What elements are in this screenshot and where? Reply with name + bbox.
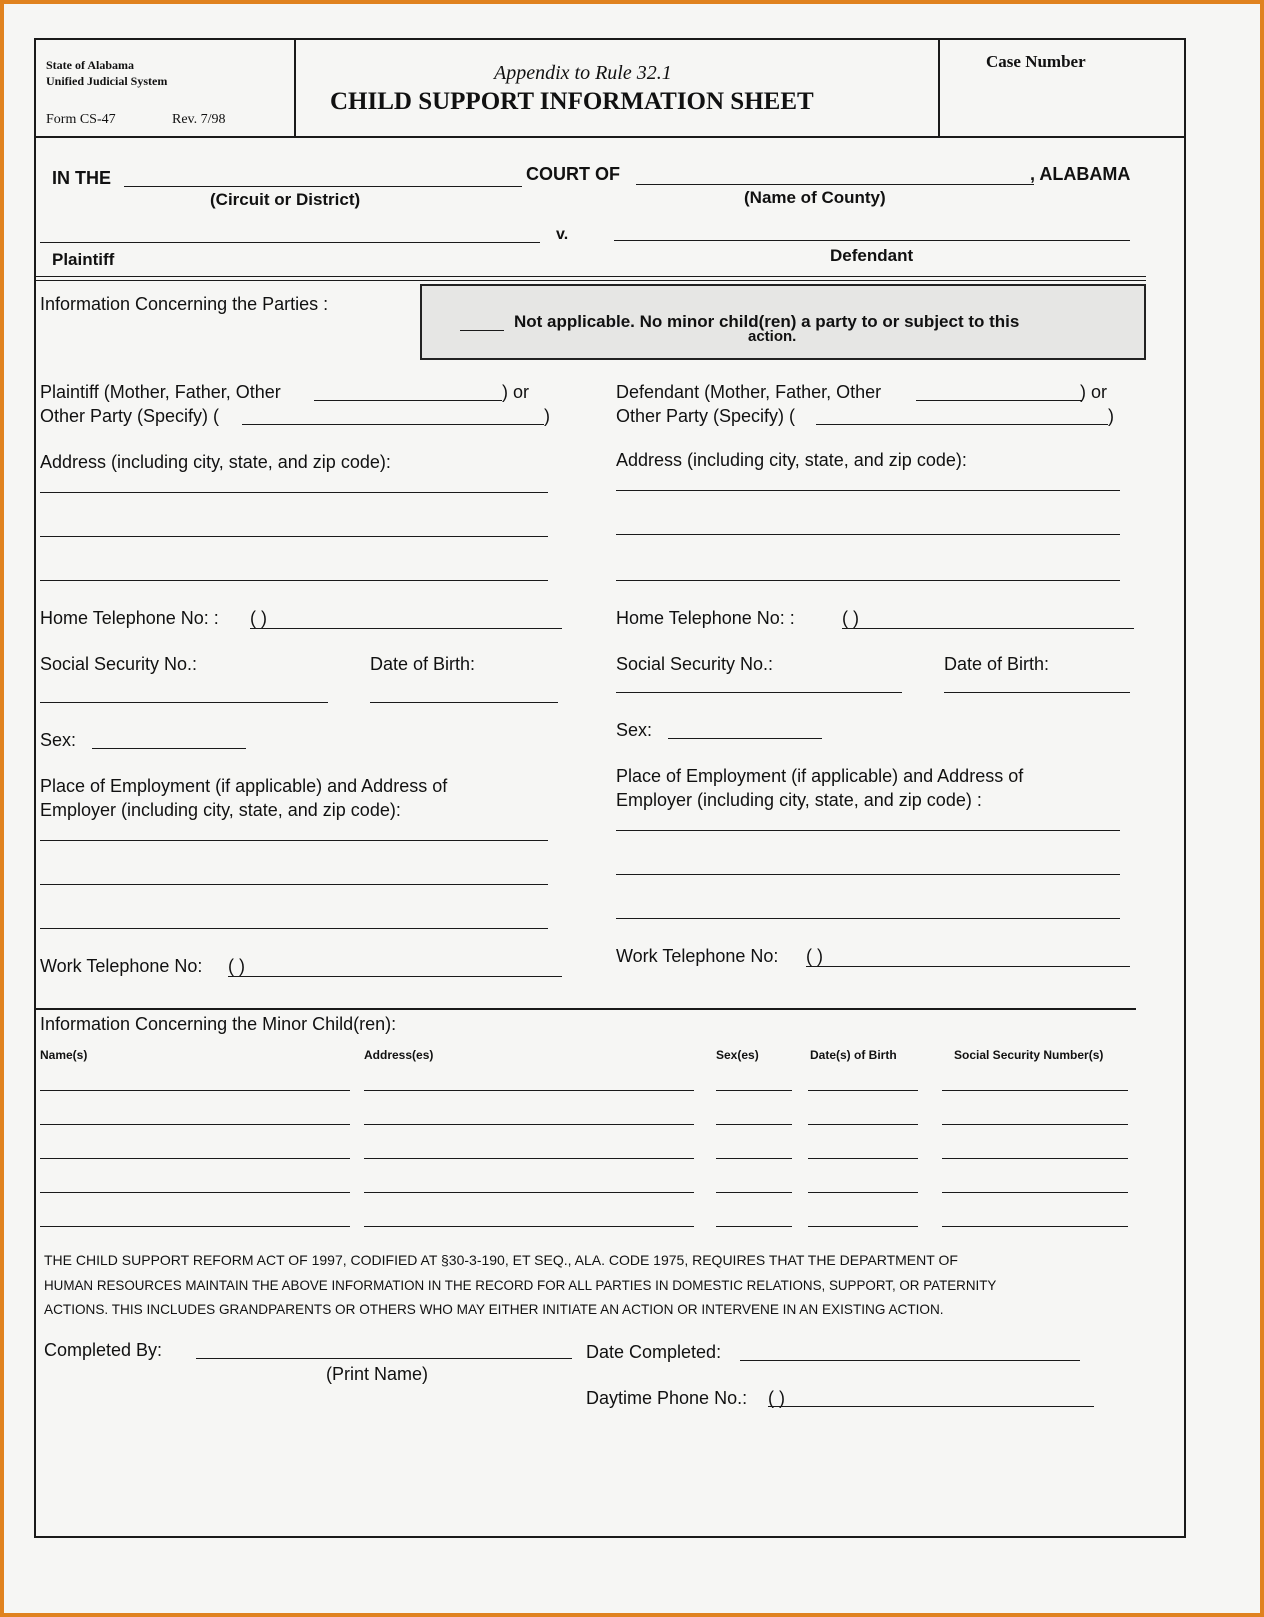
plaintiff-home-phone-label: Home Telephone No: : xyxy=(40,608,219,628)
plaintiff-home-phone-paren: ( ) xyxy=(250,608,267,628)
child-dob-field[interactable] xyxy=(808,1158,918,1159)
completed-by-field[interactable] xyxy=(196,1358,572,1359)
defendant-other-party-close: ) xyxy=(1108,406,1114,426)
child-address-field[interactable] xyxy=(364,1192,694,1193)
notice-line-1: THE CHILD SUPPORT REFORM ACT OF 1997, CODIFIED AT §30-3-190, ET SEQ., ALA. CODE 1975, REQUIRES THAT THE DEPARTMENT OF xyxy=(44,1252,958,1268)
form-number: Form CS-47 xyxy=(46,112,116,127)
child-sex-field[interactable] xyxy=(716,1124,792,1125)
daytime-phone-paren: ( ) xyxy=(768,1388,785,1408)
defendant-employment-label-2: Employer (including city, state, and zip code) : xyxy=(616,790,982,810)
child-sex-field[interactable] xyxy=(716,1192,792,1193)
state-label: State of Alabama xyxy=(46,58,134,72)
plaintiff-label: Plaintiff xyxy=(52,250,115,269)
child-name-field[interactable] xyxy=(40,1158,350,1159)
plaintiff-employer-line-2[interactable] xyxy=(40,884,548,885)
child-name-field[interactable] xyxy=(40,1090,350,1091)
child-ssn-field[interactable] xyxy=(942,1090,1128,1091)
defendant-ssn-label: Social Security No.: xyxy=(616,654,774,674)
date-completed-field[interactable] xyxy=(740,1360,1080,1361)
defendant-employer-line-3[interactable] xyxy=(616,918,1120,919)
print-name-label: (Print Name) xyxy=(326,1364,429,1384)
form-frame xyxy=(34,38,1186,1538)
daytime-phone-label: Daytime Phone No.: xyxy=(586,1388,748,1408)
plaintiff-address-label: Address (including city, state, and zip code): xyxy=(40,452,391,472)
defendant-ssn-field[interactable] xyxy=(616,692,902,693)
plaintiff-role-or: ) or xyxy=(502,382,529,402)
form-revision: Rev. 7/98 xyxy=(172,112,226,127)
defendant-employment-label: Place of Employment (if applicable) and Address of xyxy=(616,766,1024,786)
child-dob-field[interactable] xyxy=(808,1192,918,1193)
county-field[interactable] xyxy=(636,184,1034,185)
child-address-field[interactable] xyxy=(364,1226,694,1227)
child-name-field[interactable] xyxy=(40,1226,350,1227)
court-rule-1 xyxy=(36,276,1146,277)
plaintiff-employer-line-1[interactable] xyxy=(40,840,548,841)
child-sex-field[interactable] xyxy=(716,1090,792,1091)
defendant-work-phone-label: Work Telephone No: xyxy=(616,946,779,966)
defendant-home-phone-field[interactable] xyxy=(842,628,1134,629)
notice-line-2: HUMAN RESOURCES MAINTAIN THE ABOVE INFORMATION IN THE RECORD FOR ALL PARTIES IN DOMESTIC RELATIONS, SUPPORT, OR PATERNITY xyxy=(44,1278,997,1293)
court-of-label: COURT OF xyxy=(526,164,620,184)
page xyxy=(4,4,1260,1613)
defendant-name-field[interactable] xyxy=(614,240,1130,241)
plaintiff-address-line-3[interactable] xyxy=(40,580,548,581)
header-divider-right xyxy=(938,40,940,136)
plaintiff-name-field[interactable] xyxy=(40,242,540,243)
child-sex-field[interactable] xyxy=(716,1158,792,1159)
court-type-field[interactable] xyxy=(124,186,522,187)
child-address-field[interactable] xyxy=(364,1124,694,1125)
defendant-dob-field[interactable] xyxy=(944,692,1130,693)
defendant-dob-label: Date of Birth: xyxy=(944,654,1050,674)
defendant-work-phone-field[interactable] xyxy=(806,966,1130,967)
defendant-sex-field[interactable] xyxy=(668,738,822,739)
notice-line-3: ACTIONS. THIS INCLUDES GRANDPARENTS OR OTHERS WHO MAY EITHER INITIATE AN ACTION OR INTERVENE IN AN EXISTING ACTION. xyxy=(44,1302,944,1317)
child-dob-field[interactable] xyxy=(808,1124,918,1125)
plaintiff-employer-line-3[interactable] xyxy=(40,928,548,929)
child-address-field[interactable] xyxy=(364,1090,694,1091)
header-bottom-rule xyxy=(36,136,1186,138)
plaintiff-other-party-label: Other Party (Specify) ( xyxy=(40,406,220,426)
col-ssns: Social Security Number(s) xyxy=(954,1048,1104,1062)
plaintiff-work-phone-field[interactable] xyxy=(228,976,562,977)
plaintiff-dob-label: Date of Birth: xyxy=(370,654,476,674)
header-divider-left xyxy=(294,40,296,136)
plaintiff-employment-label: Place of Employment (if applicable) and Address of xyxy=(40,776,448,796)
appendix-label: Appendix to Rule 32.1 xyxy=(494,62,672,84)
child-ssn-field[interactable] xyxy=(942,1124,1128,1125)
defendant-address-line-2[interactable] xyxy=(616,534,1120,535)
child-name-field[interactable] xyxy=(40,1124,350,1125)
defendant-address-line-1[interactable] xyxy=(616,490,1120,491)
defendant-role-field[interactable] xyxy=(916,400,1082,401)
plaintiff-address-line-2[interactable] xyxy=(40,536,548,537)
defendant-other-party-field[interactable] xyxy=(816,424,1108,425)
plaintiff-employment-label-2: Employer (including city, state, and zip code): xyxy=(40,800,401,820)
plaintiff-home-phone-field[interactable] xyxy=(250,628,562,629)
defendant-home-phone-label: Home Telephone No: : xyxy=(616,608,795,628)
defendant-address-label: Address (including city, state, and zip code): xyxy=(616,450,967,470)
col-names: Name(s) xyxy=(40,1048,88,1062)
not-applicable-text-2: action. xyxy=(748,328,797,345)
child-dob-field[interactable] xyxy=(808,1226,918,1227)
defendant-sex-label: Sex: xyxy=(616,720,653,740)
plaintiff-dob-field[interactable] xyxy=(370,702,558,703)
plaintiff-work-phone-paren: ( ) xyxy=(228,956,245,976)
child-ssn-field[interactable] xyxy=(942,1192,1128,1193)
defendant-work-phone-paren: ( ) xyxy=(806,946,823,966)
defendant-other-party-label: Other Party (Specify) ( xyxy=(616,406,796,426)
children-heading: Information Concerning the Minor Child(ren): xyxy=(40,1014,397,1034)
not-applicable-checkbox-line[interactable] xyxy=(460,330,504,331)
plaintiff-sex-label: Sex: xyxy=(40,730,77,750)
completed-by-label: Completed By: xyxy=(44,1340,163,1360)
defendant-role-label: Defendant (Mother, Father, Other xyxy=(616,382,882,402)
col-addresses: Address(es) xyxy=(364,1048,434,1062)
versus-label: v. xyxy=(556,226,569,243)
defendant-home-phone-paren: ( ) xyxy=(842,608,859,628)
plaintiff-role-field[interactable] xyxy=(314,400,502,401)
plaintiff-address-line-1[interactable] xyxy=(40,492,548,493)
system-label: Unified Judicial System xyxy=(46,74,168,88)
circuit-district-label: (Circuit or District) xyxy=(210,190,361,209)
in-the-label: IN THE xyxy=(52,168,112,188)
child-sex-field[interactable] xyxy=(716,1226,792,1227)
parties-heading: Information Concerning the Parties : xyxy=(40,294,329,314)
col-sexes: Sex(es) xyxy=(716,1048,759,1062)
county-name-label: (Name of County) xyxy=(744,188,886,207)
not-applicable-text: Not applicable. No minor child(ren) a party to or subject to this xyxy=(514,312,1020,331)
plaintiff-other-party-close: ) xyxy=(544,406,550,426)
defendant-employer-line-1[interactable] xyxy=(616,830,1120,831)
daytime-phone-field[interactable] xyxy=(768,1406,1094,1407)
children-rule xyxy=(36,1008,1136,1010)
form-title: CHILD SUPPORT INFORMATION SHEET xyxy=(330,88,814,115)
plaintiff-sex-field[interactable] xyxy=(92,748,246,749)
defendant-employer-line-2[interactable] xyxy=(616,874,1120,875)
plaintiff-ssn-label: Social Security No.: xyxy=(40,654,198,674)
date-completed-label: Date Completed: xyxy=(586,1342,722,1362)
col-dobs: Date(s) of Birth xyxy=(810,1048,897,1062)
child-name-field[interactable] xyxy=(40,1192,350,1193)
defendant-role-or: ) or xyxy=(1080,382,1107,402)
defendant-label: Defendant xyxy=(830,246,914,265)
court-rule-2 xyxy=(36,280,1146,281)
case-number-label: Case Number xyxy=(986,52,1086,71)
alabama-label: , ALABAMA xyxy=(1030,164,1131,184)
plaintiff-role-label: Plaintiff (Mother, Father, Other xyxy=(40,382,281,402)
plaintiff-other-party-field[interactable] xyxy=(242,424,544,425)
child-dob-field[interactable] xyxy=(808,1090,918,1091)
plaintiff-ssn-field[interactable] xyxy=(40,702,328,703)
plaintiff-work-phone-label: Work Telephone No: xyxy=(40,956,203,976)
defendant-address-line-3[interactable] xyxy=(616,580,1120,581)
child-ssn-field[interactable] xyxy=(942,1158,1128,1159)
child-ssn-field[interactable] xyxy=(942,1226,1128,1227)
not-applicable-box xyxy=(420,284,1146,360)
child-address-field[interactable] xyxy=(364,1158,694,1159)
